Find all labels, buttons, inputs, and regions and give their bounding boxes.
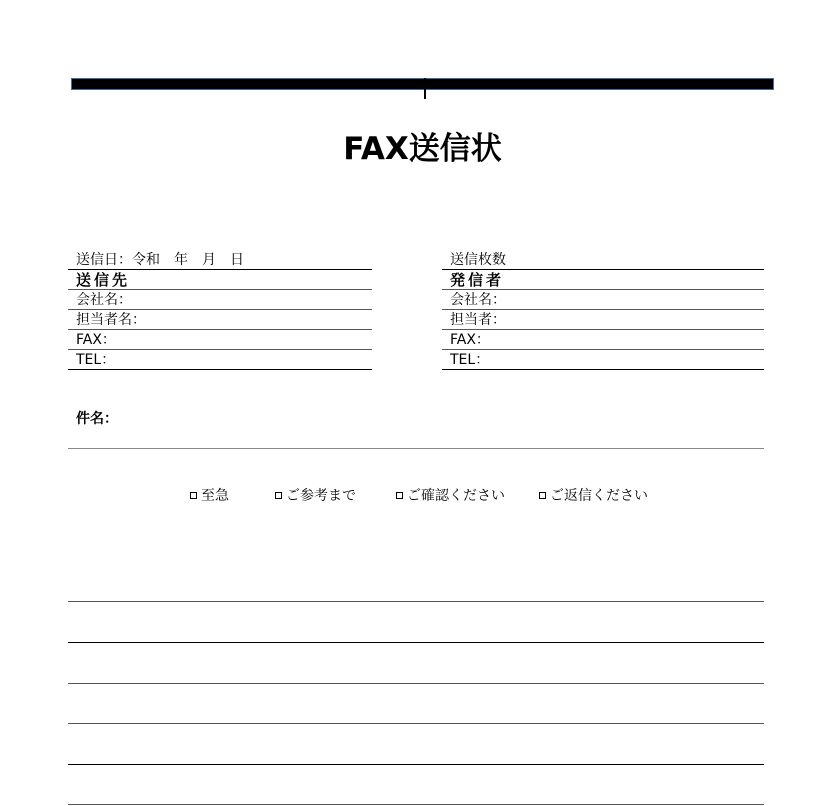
sender-fax-field[interactable]: FAX： [442, 330, 764, 350]
checkbox-label: ご返信ください [550, 488, 648, 504]
recipient-company-field[interactable]: 会社名： [68, 290, 372, 310]
subject-label: 件名： [76, 411, 118, 427]
message-line[interactable] [68, 601, 764, 602]
checkbox-label: ご確認ください [407, 488, 505, 504]
send-date-field[interactable]: 送信日：令和 年 月 日 [68, 250, 372, 270]
recipient-person-field[interactable]: 担当者名： [68, 310, 372, 330]
message-line[interactable] [68, 804, 764, 805]
subject-field[interactable] [68, 448, 764, 449]
recipient-fax-field[interactable]: FAX： [68, 330, 372, 350]
page-count-field[interactable]: 送信枚数 [442, 250, 764, 270]
message-line[interactable] [68, 683, 764, 684]
recipient-heading: 送信先 [68, 270, 372, 290]
checkbox-icon[interactable] [539, 492, 546, 499]
header-rule [72, 79, 773, 89]
checkbox-icon[interactable] [396, 492, 403, 499]
sender-person-field[interactable]: 担当者： [442, 310, 764, 330]
checkbox-urgent[interactable] [190, 485, 229, 505]
checkbox-for-reference[interactable] [275, 485, 356, 505]
sender-block [442, 250, 764, 370]
text-cursor [424, 78, 426, 99]
recipient-tel-field[interactable]: TEL： [68, 350, 372, 370]
message-line[interactable] [68, 723, 764, 724]
checkbox-label: 至急 [201, 488, 229, 504]
checkbox-icon[interactable] [275, 492, 282, 499]
message-line[interactable] [68, 642, 764, 643]
sender-heading: 発信者 [442, 270, 764, 290]
checkbox-label: ご参考まで [286, 488, 356, 504]
checkbox-icon[interactable] [190, 492, 197, 499]
checkbox-please-reply[interactable] [539, 485, 648, 505]
sender-company-field[interactable]: 会社名： [442, 290, 764, 310]
message-line[interactable] [68, 764, 764, 765]
sender-tel-field[interactable]: TEL： [442, 350, 764, 370]
document-title: FAX送信状 [343, 131, 502, 167]
checkbox-please-confirm[interactable] [396, 485, 505, 505]
recipient-block [68, 250, 372, 370]
